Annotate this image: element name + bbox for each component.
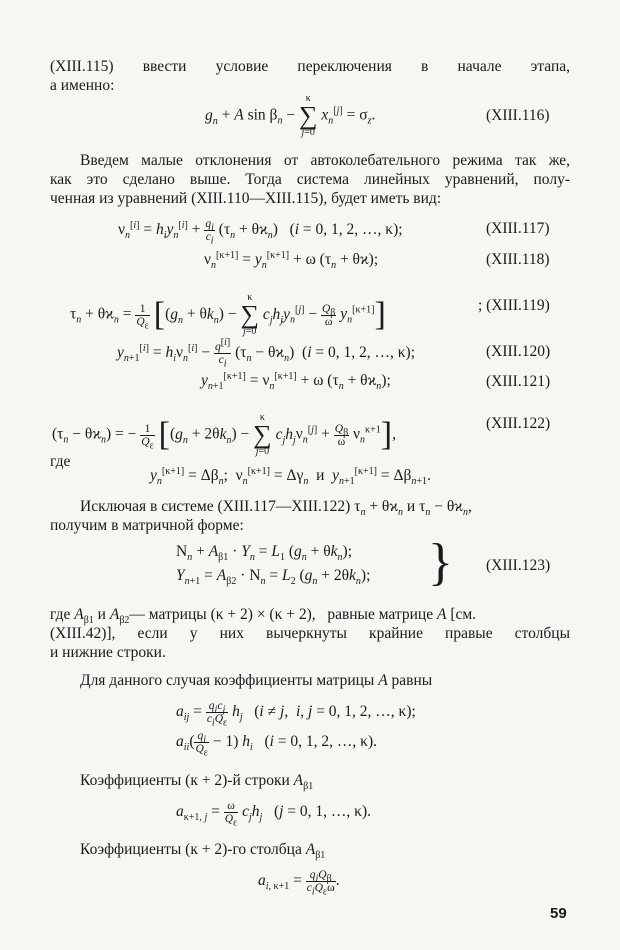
paragraph-2-line-1: Введем малые отклонения от автоколебательного режима так же, — [80, 152, 570, 169]
p6-text: Коэффициенты (к + 2)-й строки — [80, 772, 290, 789]
paragraph-6-line-1: Коэффициенты (к + 2)-й строки $A_{\beta 1}$ — [80, 772, 314, 793]
coeff-aii: $a_{ii}$( $\frac{q_i}{Q_\varepsilon}$ − 1) $h_i$ (i = 0, 1, 2, …, κ). — [176, 730, 378, 759]
equation-number-119: ; (XIII.119) — [478, 297, 550, 314]
paragraph-7-line-1: Коэффициенты (к + 2)-го столбца $A_{\beta 1}$ — [80, 841, 326, 862]
p5-end: равны — [391, 672, 433, 689]
equation-119: $\tau_n + \theta ϰ_n$ = $\frac{1}{Q_\varepsilon}$ [$(g_n + \theta k_n) - \kappa$ ∑ j=0 $c_jh_jy_n[j]$ − $\frac{Q_\beta}{\omega}$ $y_n[\kappa+1]$] — [70, 292, 386, 337]
word-gde: где — [50, 453, 71, 470]
equation-number-118: (XIII.118) — [486, 251, 550, 268]
equation-number-122: (XIII.122) — [486, 415, 551, 432]
p5-text: Для данного случая коэффициенты матрицы — [80, 672, 375, 689]
p4-equal: равные матрице — [327, 606, 434, 623]
p4-gde: где — [50, 606, 71, 623]
p4-matrices: — матрицы — [129, 606, 207, 623]
equation-123-row-1: $N_n + A_{\beta 1} \cdot Y_n = L_1$ $(g_n + \theta k_n)$; — [176, 543, 353, 564]
equation-116: $g_n + A$ $\sin \beta_n - \kappa$ ∑ j=0 $x_n[j] = \sigma_z$. — [205, 93, 376, 138]
coeff-column: $a_{i, \kappa+1}$ = $\frac{q_iQ_\beta}{c_iQ_\varepsilon\omega}$ . — [258, 869, 340, 898]
paragraph-4-line-3: и нижние строки. — [50, 644, 166, 661]
equation-number-120: (XIII.120) — [486, 343, 551, 360]
paragraph-3-line-2: получим в матричной форме: — [50, 517, 244, 534]
paragraph-1-line-2: а именно: — [50, 77, 115, 94]
equation-number-116: (XIII.116) — [486, 107, 550, 124]
coeff-row: $a_{\kappa+1, j}$ = $\frac{\omega}{Q_\varepsilon}$ $c_jh_j$ (j = 0, 1, …, κ). — [176, 800, 372, 829]
paragraph-1-line-1: (XIII.115) ввести условие переключения в начале этапа, — [50, 58, 570, 75]
equation-number-123: (XIII.123) — [486, 557, 551, 574]
equation-122: $(\tau_n - \theta ϰ_n)$ = − $\frac{1}{Q_\varepsilon}$ [$(g_n + 2\theta k_n) - \kappa$ ∑ j=0 $c_jh_j\nu_n[j]$ + $\frac{Q_\beta}{\omega}$ $\nu_n^{\kappa+1}$], — [52, 412, 396, 457]
equation-123-row-2: $Y_{n+1} = A_{\beta 2} \cdot N_n = L_2$ $(g_n + 2\theta k_n)$; — [176, 567, 371, 588]
coeff-aij: $a_{ij}$ = $\frac{q_ic_j}{c_iQ_\varepsilon}$ $h_j$ (i ≠ j, i, j = 0, 1, 2, …, κ); — [176, 700, 416, 729]
equation-121: $y_{n+1}[\kappa+1] = \nu_n[\kappa+1] + \omega$ $(\tau_n + \theta ϰ_n)$; — [201, 370, 391, 393]
page-number: 59 — [550, 905, 567, 922]
paragraph-4-line-1: где $A_{\beta 1}$ и $A_{\beta 2}—$ матрицы (κ + 2) × (κ + 2), равные матрице A [см. — [50, 606, 477, 627]
equation-number-121: (XIII.121) — [486, 373, 551, 390]
paragraph-3-line-1: Исключая в системе (XIII.117—XIII.122) $\tau_n + \theta ϰ_n$ и $\tau_n - \theta ϰ_n$, — [80, 498, 472, 519]
p7-text: Коэффициенты (к + 2)-го столбца — [80, 841, 302, 858]
equation-117: $\nu_n[i] = h_iy_n[i]$ + $\frac{q_i}{c_i}$ $(\tau_n + \theta ϰ_n) (i = 0$, 1, 2, …, κ); — [118, 218, 403, 247]
definitions: $y_n[\kappa+1] = \Delta\beta_n$; $\nu_n[\kappa+1] = \Delta\gamma_n$ и $y_{n+1}[\kappa+1] = \Delta\beta_{n+1}$. — [150, 465, 431, 488]
paragraph-5-line-1: Для данного случая коэффициенты матрицы A равны — [80, 672, 433, 689]
equation-118: $\nu_n[\kappa+1] = y_n[\kappa+1] + \omega$ $(\tau_n + \theta ϰ)$; — [204, 249, 379, 272]
equation-number-117: (XIII.117) — [486, 220, 550, 237]
paragraph-2-line-3: ченная из уравнений (XIII.110—XIII.115), будет иметь вид: — [50, 190, 442, 207]
equation-120: $y_{n+1}[i] = h_i\nu_n[i]$ − $\frac{q^{[i]}}{c_i}$ $(\tau_n - \theta ϰ_n) (i = 0$, 1, 2, …, κ); — [117, 337, 416, 370]
paragraph-4-line-2: (XIII.42)], если у них вычеркнуты крайние правые столбцы — [50, 625, 570, 642]
right-brace: } — [428, 534, 453, 591]
paragraph-3-text: Исключая в системе (XIII.117—XIII.122) — [80, 498, 351, 515]
paragraph-2-line-2: как это сделано выше. Тогда система линейных уравнений, полу- — [50, 171, 570, 188]
